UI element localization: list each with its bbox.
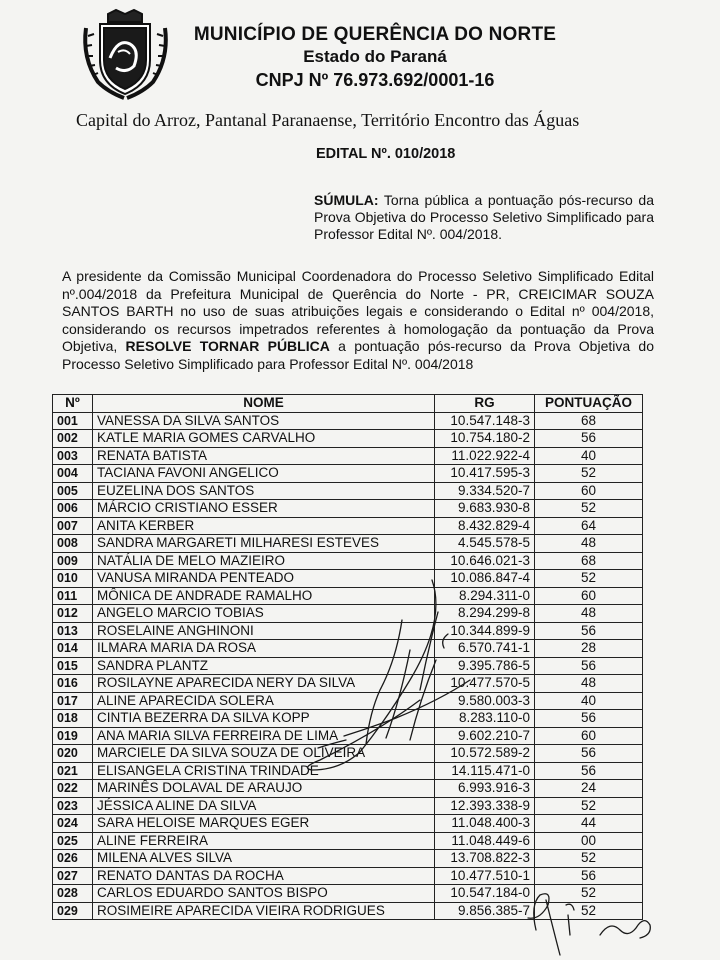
candidate-name: ILMARA MARIA DA ROSA xyxy=(93,640,435,658)
candidate-name: ANITA KERBER xyxy=(93,517,435,535)
candidate-rg: 8.432.829-4 xyxy=(435,517,535,535)
header-rg: RG xyxy=(435,395,535,413)
candidate-score: 52 xyxy=(535,570,643,588)
table-row xyxy=(53,797,643,815)
row-number: 016 xyxy=(53,675,93,693)
table-row xyxy=(53,850,643,868)
row-number: 029 xyxy=(53,902,93,920)
candidate-score: 52 xyxy=(535,902,643,920)
coat-of-arms-icon xyxy=(78,8,173,100)
candidate-rg: 6.993.916-3 xyxy=(435,780,535,798)
letterhead xyxy=(180,24,570,92)
candidate-rg: 9.580.003-3 xyxy=(435,692,535,710)
candidate-score: 40 xyxy=(535,447,643,465)
candidate-score: 68 xyxy=(535,412,643,430)
table-row xyxy=(53,430,643,448)
row-number: 024 xyxy=(53,815,93,833)
table-row xyxy=(53,570,643,588)
candidate-name: MARCIELE DA SILVA SOUZA DE OLIVEIRA xyxy=(93,745,435,763)
table-row xyxy=(53,745,643,763)
table-row xyxy=(53,412,643,430)
row-number: 023 xyxy=(53,797,93,815)
candidate-score: 56 xyxy=(535,622,643,640)
candidate-name: SANDRA MARGARETI MILHARESI ESTEVES xyxy=(93,535,435,553)
row-number: 004 xyxy=(53,465,93,483)
row-number: 008 xyxy=(53,535,93,553)
table-row xyxy=(53,535,643,553)
row-number: 026 xyxy=(53,850,93,868)
candidate-score: 52 xyxy=(535,885,643,903)
candidate-name: MILENA ALVES SILVA xyxy=(93,850,435,868)
candidate-rg: 9.334.520-7 xyxy=(435,482,535,500)
table-row xyxy=(53,780,643,798)
cnpj-number: CNPJ Nº 76.973.692/0001-16 xyxy=(255,70,495,90)
row-number: 013 xyxy=(53,622,93,640)
table-row xyxy=(53,692,643,710)
sumula xyxy=(314,192,654,243)
row-number: 005 xyxy=(53,482,93,500)
candidate-rg: 12.393.338-9 xyxy=(435,797,535,815)
candidate-name: CARLOS EDUARDO SANTOS BISPO xyxy=(93,885,435,903)
header-name: NOME xyxy=(93,395,435,413)
candidate-score: 48 xyxy=(535,605,643,623)
state-name: Estado do Paraná xyxy=(303,47,447,66)
candidate-score: 44 xyxy=(535,815,643,833)
table-row xyxy=(53,587,643,605)
tagline: Capital do Arroz, Pantanal Paranaense, Território Encontro das Águas xyxy=(76,110,580,130)
sumula-label: SÚMULA: xyxy=(314,192,379,208)
municipality-title: MUNICÍPIO DE QUERÊNCIA DO NORTE xyxy=(193,24,557,45)
candidate-rg: 8.294.311-0 xyxy=(435,587,535,605)
results-body xyxy=(53,412,643,920)
candidate-name: CINTIA BEZERRA DA SILVA KOPP xyxy=(93,710,435,728)
row-number: 025 xyxy=(53,832,93,850)
candidate-score: 60 xyxy=(535,482,643,500)
table-row xyxy=(53,762,643,780)
candidate-score: 60 xyxy=(535,587,643,605)
table-row xyxy=(53,640,643,658)
candidate-rg: 13.708.822-3 xyxy=(435,850,535,868)
candidate-score: 56 xyxy=(535,745,643,763)
candidate-rg: 4.545.578-5 xyxy=(435,535,535,553)
header-score: PONTUAÇÃO xyxy=(535,395,643,413)
row-number: 020 xyxy=(53,745,93,763)
table-row xyxy=(53,815,643,833)
candidate-score: 48 xyxy=(535,535,643,553)
candidate-name: MÁRCIO CRISTIANO ESSER xyxy=(93,500,435,518)
table-row xyxy=(53,447,643,465)
candidate-name: MÔNICA DE ANDRADE RAMALHO xyxy=(93,587,435,605)
intro-resolution: RESOLVE TORNAR PÚBLICA xyxy=(125,338,330,354)
candidate-score: 40 xyxy=(535,692,643,710)
candidate-score: 56 xyxy=(535,867,643,885)
candidate-rg: 8.283.110-0 xyxy=(435,710,535,728)
candidate-rg: 8.294.299-8 xyxy=(435,605,535,623)
candidate-score: 56 xyxy=(535,657,643,675)
candidate-score: 56 xyxy=(535,762,643,780)
table-row xyxy=(53,657,643,675)
candidate-rg: 10.754.180-2 xyxy=(435,430,535,448)
candidate-score: 48 xyxy=(535,675,643,693)
table-row xyxy=(53,465,643,483)
results-table xyxy=(52,394,643,920)
candidate-rg: 11.048.449-6 xyxy=(435,832,535,850)
row-number: 012 xyxy=(53,605,93,623)
row-number: 010 xyxy=(53,570,93,588)
row-number: 018 xyxy=(53,710,93,728)
row-number: 006 xyxy=(53,500,93,518)
table-row xyxy=(53,482,643,500)
candidate-rg: 9.683.930-8 xyxy=(435,500,535,518)
row-number: 022 xyxy=(53,780,93,798)
table-row xyxy=(53,622,643,640)
candidate-name: SARA HELOISE MARQUES EGER xyxy=(93,815,435,833)
candidate-rg: 10.477.570-5 xyxy=(435,675,535,693)
candidate-name: ELISANGELA CRISTINA TRINDADE xyxy=(93,762,435,780)
candidate-rg: 10.477.510-1 xyxy=(435,867,535,885)
candidate-name: VANESSA DA SILVA SANTOS xyxy=(93,412,435,430)
candidate-rg: 10.646.021-3 xyxy=(435,552,535,570)
candidate-name: ALINE FERREIRA xyxy=(93,832,435,850)
candidate-score: 28 xyxy=(535,640,643,658)
candidate-score: 52 xyxy=(535,465,643,483)
candidate-name: ANA MARIA SILVA FERREIRA DE LIMA xyxy=(93,727,435,745)
candidate-rg: 10.086.847-4 xyxy=(435,570,535,588)
row-number: 007 xyxy=(53,517,93,535)
row-number: 014 xyxy=(53,640,93,658)
table-row xyxy=(53,902,643,920)
candidate-score: 56 xyxy=(535,710,643,728)
candidate-name: ROSELAINE ANGHINONI xyxy=(93,622,435,640)
candidate-name: ROSILAYNE APARECIDA NERY DA SILVA xyxy=(93,675,435,693)
candidate-rg: 10.572.589-2 xyxy=(435,745,535,763)
candidate-rg: 14.115.471-0 xyxy=(435,762,535,780)
candidate-score: 52 xyxy=(535,500,643,518)
header-number: Nº xyxy=(53,395,93,413)
candidate-score: 52 xyxy=(535,850,643,868)
table-row xyxy=(53,832,643,850)
row-number: 001 xyxy=(53,412,93,430)
candidate-score: 56 xyxy=(535,430,643,448)
candidate-rg: 10.547.148-3 xyxy=(435,412,535,430)
candidate-score: 64 xyxy=(535,517,643,535)
row-number: 027 xyxy=(53,867,93,885)
table-row xyxy=(53,727,643,745)
row-number: 021 xyxy=(53,762,93,780)
row-number: 019 xyxy=(53,727,93,745)
edital-number: EDITAL Nº. 010/2018 xyxy=(316,146,456,162)
intro-paragraph xyxy=(62,268,654,373)
candidate-rg: 9.856.385-7 xyxy=(435,902,535,920)
candidate-name: KATLE MARIA GOMES CARVALHO xyxy=(93,430,435,448)
candidate-score: 52 xyxy=(535,797,643,815)
table-row xyxy=(53,500,643,518)
candidate-name: NATÁLIA DE MELO MAZIEIRO xyxy=(93,552,435,570)
candidate-rg: 9.395.786-5 xyxy=(435,657,535,675)
candidate-score: 68 xyxy=(535,552,643,570)
row-number: 015 xyxy=(53,657,93,675)
candidate-score: 60 xyxy=(535,727,643,745)
candidate-name: MARINÊS DOLAVAL DE ARAUJO xyxy=(93,780,435,798)
candidate-name: JÉSSICA ALINE DA SILVA xyxy=(93,797,435,815)
candidate-name: RENATA BATISTA xyxy=(93,447,435,465)
row-number: 002 xyxy=(53,430,93,448)
candidate-rg: 11.022.922-4 xyxy=(435,447,535,465)
candidate-name: ROSIMEIRE APARECIDA VIEIRA RODRIGUES xyxy=(93,902,435,920)
candidate-rg: 9.602.210-7 xyxy=(435,727,535,745)
row-number: 009 xyxy=(53,552,93,570)
row-number: 011 xyxy=(53,587,93,605)
intro-text-1: A presidente da Comissão Municipal Coordenadora do Processo Seletivo Simplificado Edital nº.004/2018 da Prefeitura Municipal de Querência do Norte - PR, CREICIMAR SOUZA SANTOS BARTH no uso de suas atribuições legais e considerando o Edital nº 004/2018, considerando os recursos impetrados referentes à homologação da pontuação da Prova Objetiva, xyxy=(62,268,654,354)
candidate-name: RENATO DANTAS DA ROCHA xyxy=(93,867,435,885)
table-row xyxy=(53,605,643,623)
candidate-rg: 11.048.400-3 xyxy=(435,815,535,833)
table-row xyxy=(53,885,643,903)
table-row xyxy=(53,517,643,535)
table-row xyxy=(53,675,643,693)
row-number: 028 xyxy=(53,885,93,903)
candidate-name: SANDRA PLANTZ xyxy=(93,657,435,675)
row-number: 017 xyxy=(53,692,93,710)
candidate-rg: 6.570.741-1 xyxy=(435,640,535,658)
candidate-score: 00 xyxy=(535,832,643,850)
candidate-name: VANUSA MIRANDA PENTEADO xyxy=(93,570,435,588)
sumula-text: Torna pública a pontuação pós-recurso da Prova Objetiva do Processo Seletivo Simplificado para Professor Edital Nº. 004/2018. xyxy=(314,192,654,242)
candidate-rg: 10.344.899-9 xyxy=(435,622,535,640)
candidate-name: TACIANA FAVONI ANGELICO xyxy=(93,465,435,483)
table-row xyxy=(53,710,643,728)
candidate-rg: 10.547.184-0 xyxy=(435,885,535,903)
intro-text-2: a pontuação pós-recurso da Prova Objetiva do Processo Seletivo Simplificado para Professor Edital Nº. 004/2018 xyxy=(62,338,655,372)
candidate-name: ALINE APARECIDA SOLERA xyxy=(93,692,435,710)
candidate-score: 24 xyxy=(535,780,643,798)
table-row xyxy=(53,867,643,885)
table-row xyxy=(53,552,643,570)
candidate-rg: 10.417.595-3 xyxy=(435,465,535,483)
table-header-row xyxy=(53,395,643,413)
row-number: 003 xyxy=(53,447,93,465)
candidate-name: ANGELO MARCIO TOBIAS xyxy=(93,605,435,623)
candidate-name: EUZELINA DOS SANTOS xyxy=(93,482,435,500)
